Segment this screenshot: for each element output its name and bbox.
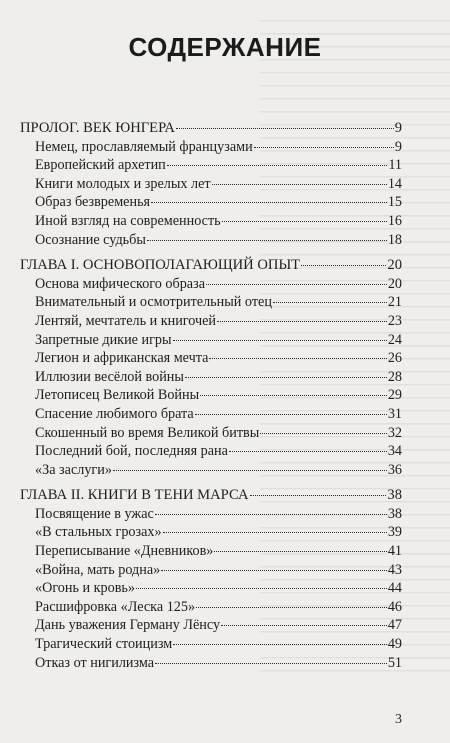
dot-leader (195, 414, 387, 415)
toc-entry-page: 18 (387, 231, 402, 248)
table-of-contents (20, 119, 402, 672)
dot-leader (173, 340, 387, 341)
dot-leader (301, 265, 386, 266)
toc-entry-page: 11 (388, 157, 402, 174)
toc-section-entry (20, 331, 402, 350)
toc-entry-title: Посвящение в ужас (35, 505, 154, 522)
toc-section-entry (20, 635, 402, 654)
toc-entry-page: 24 (387, 331, 402, 348)
dot-leader (151, 202, 387, 203)
dot-leader (161, 570, 387, 571)
toc-entry-title: Летописец Великой Войны (35, 387, 200, 404)
toc-entry-title: Книги молодых и зрелых лет (35, 175, 211, 192)
toc-section-entry (20, 293, 402, 312)
toc-entry-page: 41 (387, 543, 402, 560)
toc-section-entry (20, 368, 402, 387)
toc-entry-page: 39 (387, 524, 402, 541)
dot-leader (155, 663, 387, 664)
toc-entry-title: ГЛАВА I. ОСНОВОПОЛАГАЮЩИЙ ОПЫТ (20, 257, 301, 274)
toc-entry-title: Отказ от нигилизма (35, 654, 155, 671)
toc-entry-title: Внимательный и осмотрительный отец (35, 294, 272, 311)
toc-entry-page: 51 (387, 654, 402, 671)
dot-leader (200, 395, 387, 396)
toc-entry-page: 29 (387, 387, 402, 404)
toc-entry-title: Последний бой, последняя рана (35, 443, 228, 460)
dot-leader (176, 128, 394, 129)
dot-leader (209, 358, 386, 359)
toc-entry-page: 38 (387, 505, 402, 522)
toc-section-entry (20, 424, 402, 443)
toc-entry-title: Легион и африканская мечта (35, 350, 209, 367)
dot-leader (254, 147, 394, 148)
toc-entry-title: Осознание судьбы (35, 231, 146, 248)
toc-section-entry (20, 505, 402, 524)
toc-entry-page: 47 (387, 617, 402, 634)
dot-leader (167, 165, 388, 166)
page-title: СОДЕРЖАНИЕ (128, 32, 322, 62)
dot-leader (212, 184, 387, 185)
toc-entry-title: ГЛАВА II. КНИГИ В ТЕНИ МАРСА (20, 487, 249, 504)
dot-leader (163, 532, 387, 533)
toc-entry-title: Европейский архетип (35, 157, 166, 174)
dot-leader (229, 451, 387, 452)
dot-leader (155, 514, 387, 515)
toc-entry-title: Иной взгляд на современность (35, 212, 221, 229)
toc-section-entry (20, 461, 402, 480)
toc-entry-page: 36 (387, 461, 402, 478)
toc-section-entry (20, 138, 402, 157)
toc-entry-page: 20 (387, 275, 402, 292)
toc-entry-title: «В стальных грозах» (35, 524, 162, 541)
toc-entry-page: 46 (387, 598, 402, 615)
dot-leader (185, 377, 387, 378)
toc-entry-title: Запретные дикие игры (35, 331, 172, 348)
toc-entry-page: 9 (394, 138, 402, 155)
toc-entry-page: 31 (387, 405, 402, 422)
dot-leader (147, 240, 387, 241)
toc-entry-title: Дань уважения Герману Лёнсу (35, 617, 221, 634)
toc-entry-title: Иллюзии весёлой войны (35, 368, 184, 385)
toc-section-entry (20, 579, 402, 598)
toc-entry-page: 26 (387, 350, 402, 367)
toc-entry-page: 38 (387, 487, 402, 504)
toc-entry-page: 44 (387, 580, 402, 597)
toc-section-entry (20, 386, 402, 405)
toc-section-entry (20, 598, 402, 617)
toc-section-entry (20, 175, 402, 194)
dot-leader (136, 588, 387, 589)
dot-leader (222, 221, 387, 222)
page-number: 3 (395, 712, 402, 727)
toc-section-entry (20, 542, 402, 561)
toc-section-entry (20, 275, 402, 294)
toc-section-entry (20, 442, 402, 461)
dot-leader (250, 495, 387, 496)
toc-entry-title: Немец, прославляемый французами (35, 138, 253, 155)
toc-entry-page: 20 (387, 257, 402, 274)
toc-entry-title: Расшифровка «Леска 125» (35, 598, 196, 615)
toc-entry-page: 9 (394, 120, 402, 136)
toc-entry-page: 23 (387, 312, 402, 329)
toc-entry-title: Скошенный во время Великой битвы (35, 424, 260, 441)
toc-entry-page: 14 (387, 175, 402, 192)
toc-entry-page: 32 (387, 424, 402, 441)
dot-leader (113, 470, 387, 471)
toc-entry-title: Переписывание «Дневников» (35, 543, 214, 560)
toc-entry-page: 16 (387, 212, 402, 229)
toc-chapter-entry (20, 119, 402, 138)
toc-entry-page: 21 (387, 294, 402, 311)
dot-leader (273, 302, 387, 303)
toc-entry-page: 34 (387, 443, 402, 460)
toc-section-entry (20, 405, 402, 424)
toc-entry-title: Спасение любимого брата (35, 405, 194, 422)
toc-entry-title: «Война, мать родна» (35, 561, 161, 578)
toc-chapter-entry (20, 486, 402, 505)
toc-entry-title: Основа мифического образа (35, 275, 205, 292)
toc-section-entry (20, 523, 402, 542)
dot-leader (206, 284, 387, 285)
dot-leader (217, 321, 387, 322)
toc-entry-page: 43 (387, 561, 402, 578)
dot-leader (221, 625, 387, 626)
toc-entry-title: Образ безвременья (35, 194, 151, 211)
toc-entry-title: «За заслуги» (35, 461, 112, 478)
toc-section-entry (20, 616, 402, 635)
toc-section-entry (20, 312, 402, 331)
toc-entry-page: 15 (387, 194, 402, 211)
toc-entry-page: 28 (387, 368, 402, 385)
toc-entry-title: Лентяй, мечтатель и книгочей (35, 312, 217, 329)
toc-entry-title: ПРОЛОГ. ВЕК ЮНГЕРА (20, 120, 175, 136)
toc-entry-page: 49 (387, 636, 402, 653)
toc-section-entry (20, 561, 402, 580)
toc-entry-title: Трагический стоицизм (35, 636, 173, 653)
dot-leader (196, 607, 387, 608)
toc-entry-title: «Огонь и кровь» (35, 580, 135, 597)
toc-section-entry (20, 349, 402, 368)
dot-leader (173, 644, 387, 645)
dot-leader (260, 433, 387, 434)
dot-leader (214, 551, 386, 552)
toc-section-entry (20, 212, 402, 231)
toc-section-entry (20, 193, 402, 212)
toc-section-entry (20, 156, 402, 175)
toc-section-entry (20, 654, 402, 673)
toc-chapter-entry (20, 256, 402, 275)
toc-section-entry (20, 231, 402, 250)
